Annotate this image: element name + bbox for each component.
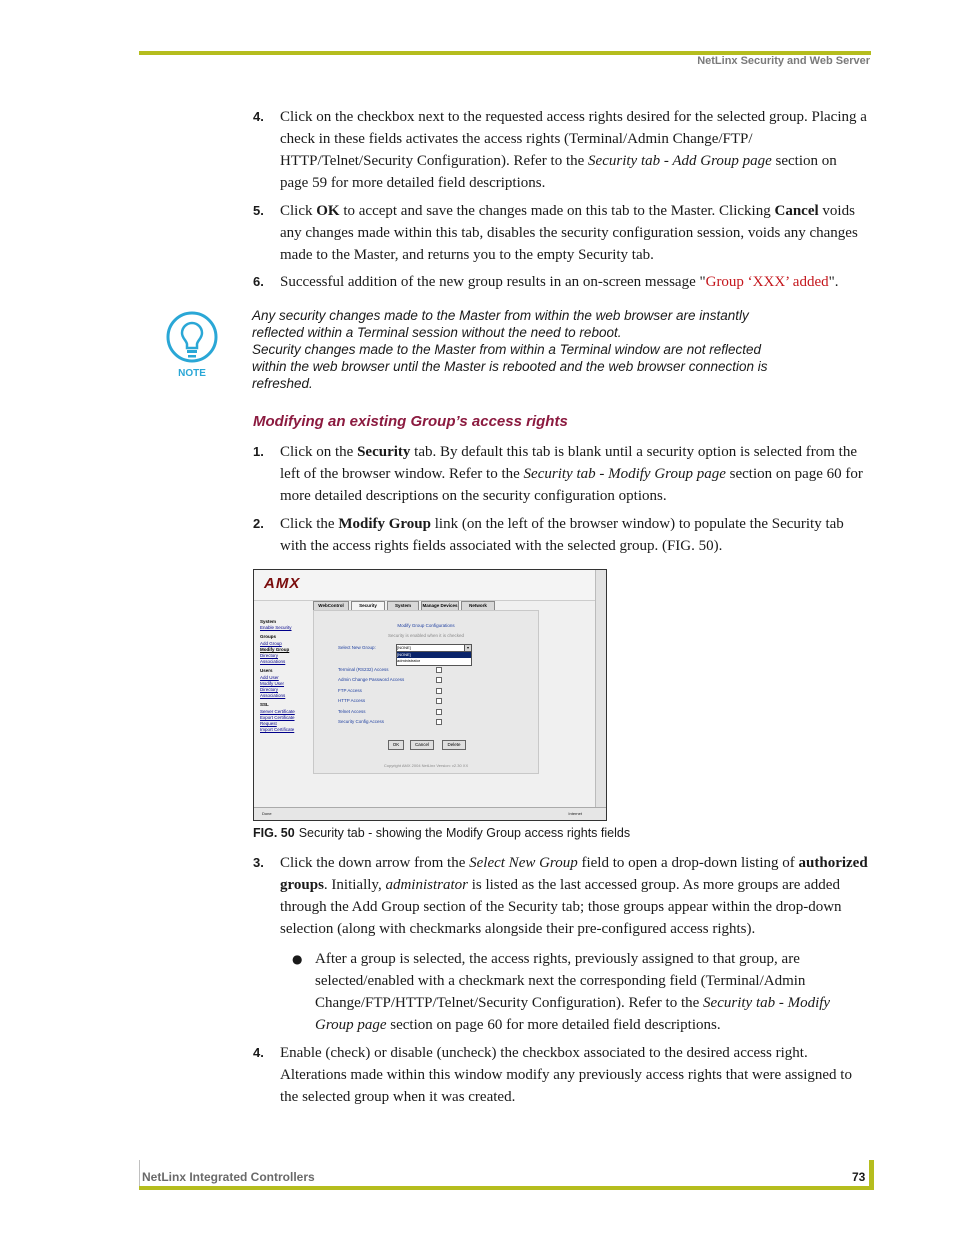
right-label: Admin Change Password Access <box>338 677 405 682</box>
select-value: [NONE] <box>397 645 411 650</box>
tab-manage-devices[interactable]: Manage Devices <box>421 601 459 611</box>
step-number: 4. <box>253 1045 264 1060</box>
tab-system[interactable]: System <box>387 601 419 611</box>
panel-title: Modify Group Configurations <box>397 623 455 628</box>
step-4-b <box>253 1042 868 1108</box>
running-footer: NetLinx Integrated Controllers <box>142 1170 315 1184</box>
text-run: Security <box>357 444 411 460</box>
text-run: administrator <box>385 877 468 893</box>
text-run: Security tab - Modify Group page <box>523 466 726 482</box>
delete-button[interactable]: Delete <box>442 740 466 750</box>
nav-link[interactable]: Modify Group <box>260 646 290 652</box>
step-3-b <box>253 852 868 940</box>
figure-label: FIG. 50 <box>253 826 295 840</box>
group-dropdown-list <box>396 651 472 666</box>
status-zone: Internet <box>568 811 582 816</box>
text-run: Click <box>280 203 317 219</box>
right-checkbox[interactable] <box>436 719 442 725</box>
amx-logo: AMX <box>264 575 301 592</box>
vertical-scrollbar[interactable] <box>595 570 606 808</box>
step-text <box>280 271 868 293</box>
tab-webcontrol[interactable]: WebControl <box>313 601 349 611</box>
text-run: voids any changes made within this tab, disables the security configuration session, voids any changes made to the Master, and returns you to the empty Security tab. <box>280 203 858 263</box>
text-run: tab. By default this tab is blank until a security option is selected from the left of the browser window. Refer to the <box>280 444 857 482</box>
right-checkbox[interactable] <box>436 698 442 704</box>
text-run: After a group is selected, the access rights, previously assigned to that group, are selected/enabled with a checkmark next the corresponding field (Terminal/Admin Change/FTP/HTTP/Telnet/Security Configuration). Refer to the <box>315 951 806 1011</box>
text-run: Successful addition of the new group results in an on-screen message " <box>280 274 706 290</box>
panel-subtitle: Security is enabled when it is checked <box>387 633 465 638</box>
browser-banner <box>254 570 596 601</box>
cancel-button[interactable]: Cancel <box>410 740 434 750</box>
note-icon <box>165 310 220 380</box>
bullet-item <box>292 948 867 1036</box>
note-text <box>252 307 792 392</box>
step-5-a <box>253 200 868 266</box>
nav-section-title: Groups <box>260 634 277 640</box>
right-label: Terminal (RS232) Access <box>338 667 389 672</box>
text-run: section on page 60 for more detailed descriptions on the security configuration options. <box>280 466 863 504</box>
text-run: Click the down arrow from the <box>280 855 470 871</box>
text-run: section on page 59 for more detailed field descriptions. <box>280 153 837 191</box>
nav-link[interactable]: Directory <box>260 687 279 693</box>
step-number: 1. <box>253 444 264 459</box>
nav-link[interactable]: Server Certificate <box>260 708 295 714</box>
step-number: 3. <box>253 855 264 870</box>
step-text <box>280 200 868 266</box>
nav-link[interactable]: Request <box>260 721 277 727</box>
text-run: Cancel <box>774 203 819 219</box>
step-text <box>280 513 868 557</box>
dropdown-option[interactable]: administrator <box>397 658 421 663</box>
step-number: 6. <box>253 274 264 289</box>
nav-section-title: Users <box>260 668 273 674</box>
text-run: Enable (check) or disable (uncheck) the checkbox associated to the desired access right. Alterations made within this window modify any previously access rights that were assigned to the selected group when it was created. <box>280 1045 852 1105</box>
note-icon-label: NOTE <box>178 368 206 379</box>
note-line-2: Security changes made to the Master from within a Terminal window are not reflected within the web browser until the Master is rebooted and the web browser connection is refreshed. <box>252 342 768 391</box>
step-number: 5. <box>253 203 264 218</box>
text-run: field to open a drop-down listing of <box>577 855 799 871</box>
text-run: section on page 60 for more detailed field descriptions. <box>386 1017 721 1033</box>
step-1-b <box>253 441 868 507</box>
running-header: NetLinx Security and Web Server <box>697 55 870 67</box>
step-number: 2. <box>253 516 264 531</box>
text-run: to accept and save the changes made on this tab to the Master. Clicking <box>339 203 775 219</box>
footer-rule <box>139 1186 874 1190</box>
page-number: 73 <box>852 1170 866 1184</box>
text-run: is listed as the last accessed group. As more groups are added through the Add Group section of the Security tab; those groups appear within the drop-down selection (along with checkmarks alongside their pre-configured access rights). <box>280 877 842 937</box>
nav-link[interactable]: Enable Security <box>260 625 292 631</box>
text-run: OK <box>316 203 340 219</box>
right-label: Security Config Access <box>338 719 385 724</box>
bullet-dot-icon: ● <box>292 952 303 966</box>
step-4-a <box>253 106 868 194</box>
nav-link[interactable]: Associations <box>260 659 286 665</box>
text-run: Modify Group <box>338 516 431 532</box>
text-run: Click on the checkbox next to the requested access rights desired for the selected group. Placing a check in these fields activates the access rights (Terminal/Admin Change/FTP/ HTTP/Telnet/Security Configuration). Refer to the <box>280 109 867 169</box>
nav-link[interactable]: Directory <box>260 653 279 659</box>
step-6-a <box>253 271 868 293</box>
chevron-down-icon[interactable]: ▾ <box>464 645 471 651</box>
footer-tab <box>869 1160 874 1190</box>
text-run: Group ‘XXX’ added <box>705 274 829 290</box>
text-run: Security tab - Add Group page <box>588 153 772 169</box>
step-number: 4. <box>253 109 264 124</box>
figure-screenshot <box>253 569 607 821</box>
nav-section-title: SSL <box>260 702 269 708</box>
nav-link[interactable]: Export Certificate <box>260 714 295 720</box>
tab-security[interactable]: Security <box>351 601 385 611</box>
figure-caption-text: Security tab - showing the Modify Group access rights fields <box>298 826 631 840</box>
select-label: Select New Group: <box>338 645 376 650</box>
text-run: Select New Group <box>469 855 578 871</box>
text-run: Security tab - Modify Group page <box>315 995 831 1033</box>
ok-button[interactable]: OK <box>388 740 404 750</box>
text-run: . Initially, <box>323 877 386 893</box>
right-checkbox[interactable] <box>436 688 442 694</box>
step-text <box>280 852 868 940</box>
section-heading: Modifying an existing Group’s access rights <box>253 413 568 430</box>
status-bar <box>254 807 606 820</box>
right-checkbox[interactable] <box>436 667 442 673</box>
step-text <box>280 1042 868 1108</box>
right-label: Telnet Access <box>338 709 366 714</box>
status-done: Done <box>262 811 272 816</box>
nav-link[interactable]: Associations <box>260 693 286 699</box>
modify-group-panel <box>313 610 539 774</box>
text-run: link (on the left of the browser window) to populate the Security tab with the access rights fields associated with the selected group. (FIG. 50). <box>280 516 844 554</box>
figure-caption <box>253 826 630 840</box>
nav-link[interactable]: Modify User <box>260 680 285 686</box>
text-run: ". <box>828 274 839 290</box>
text-run: Click on the <box>280 444 358 460</box>
step-2-b <box>253 513 868 557</box>
nav-section-title: System <box>260 619 277 624</box>
tab-network[interactable]: Network <box>461 601 495 611</box>
step-text <box>280 441 868 507</box>
nav-link[interactable]: Add User <box>260 674 279 680</box>
text-run: Click the <box>280 516 339 532</box>
dropdown-option[interactable]: [NONE] <box>397 652 471 658</box>
text-run: authorized groups <box>280 855 868 893</box>
footer-divider <box>139 1160 140 1187</box>
nav-link[interactable]: Import Certificate <box>260 727 295 733</box>
step-text <box>280 106 868 194</box>
right-label: FTP Access <box>338 688 362 693</box>
nav-link[interactable]: Add Group <box>260 640 282 646</box>
note-line-1: Any security changes made to the Master from within the web browser are instantly reflected within a Terminal session without the need to reboot. <box>252 308 749 340</box>
copyright: Copyright AMX 2004 NetLinx Version: v2.30 XX <box>383 763 469 768</box>
right-checkbox[interactable] <box>436 677 442 683</box>
right-label: HTTP Access <box>338 698 366 703</box>
right-checkbox[interactable] <box>436 709 442 715</box>
bullet-text <box>315 948 867 1036</box>
left-navigation <box>260 616 315 733</box>
